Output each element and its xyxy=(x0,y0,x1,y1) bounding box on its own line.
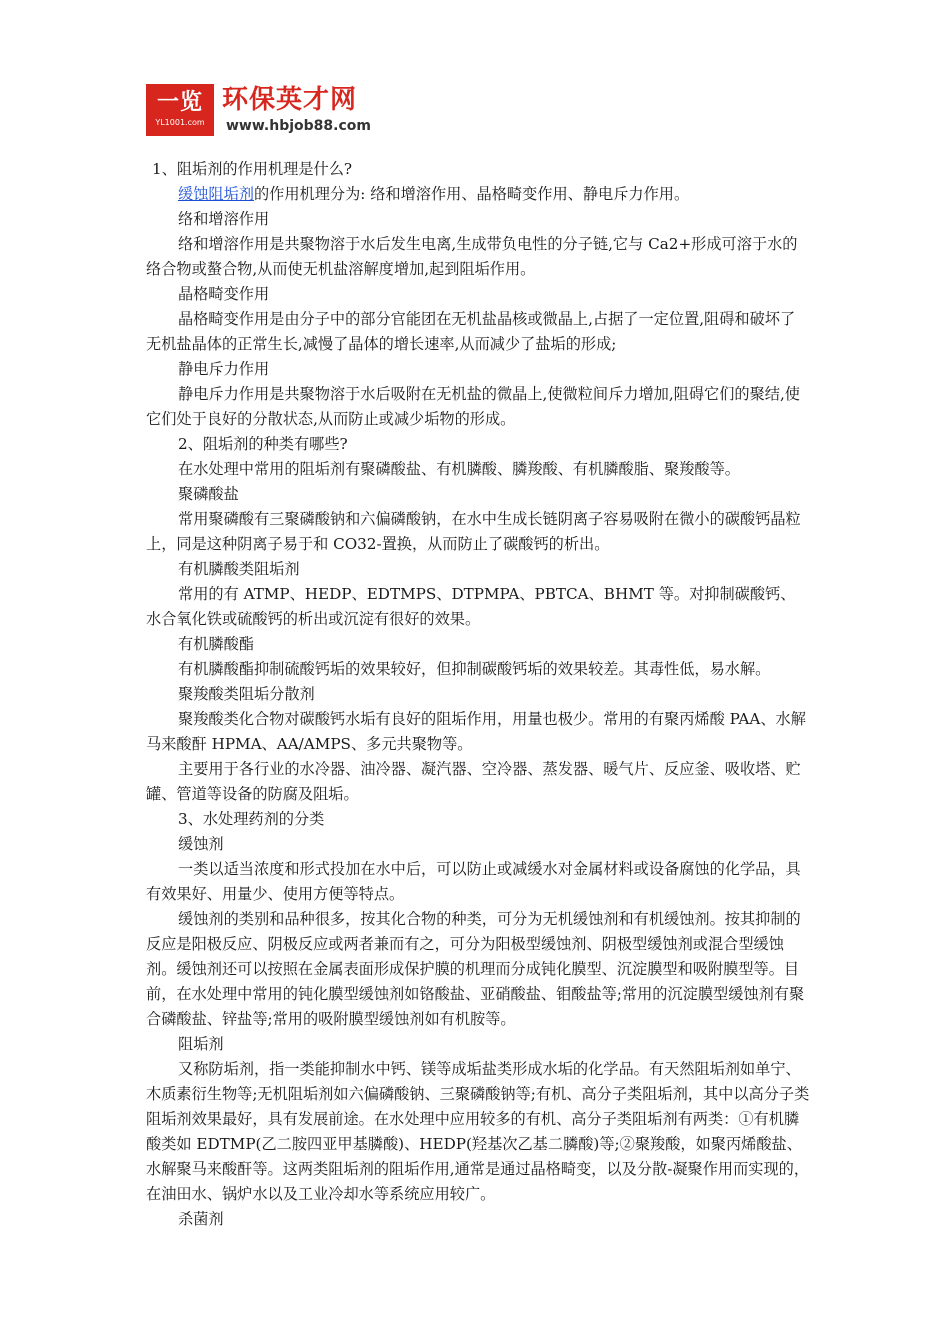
question-heading-3: 3、水处理药剂的分类 xyxy=(178,810,325,828)
paragraph: 有机膦酸酯抑制硫酸钙垢的效果较好，但抑制碳酸钙垢的效果较差。其毒性低，易水解。 xyxy=(178,660,771,678)
sub-heading: 聚羧酸类阻垢分散剂 xyxy=(178,685,315,703)
logo-badge xyxy=(146,84,214,136)
question-heading-2: 2、阻垢剂的种类有哪些? xyxy=(178,435,348,453)
paragraph: 静电斥力作用是共聚物溶于水后吸附在无机盐的微晶上,使微粒间斥力增加,阻碍它们的聚结,使它们处于良好的分散状态,从而防止或减少垢物的形成。 xyxy=(146,385,800,428)
paragraph: 络和增溶作用是共聚物溶于水后发生电离,生成带负电性的分子链,它与 Ca2+形成可溶于水的络合物或螯合物,从而使无机盐溶解度增加,起到阻垢作用。 xyxy=(146,235,798,278)
sub-heading: 有机膦酸酯 xyxy=(178,635,254,653)
article-body xyxy=(146,157,810,1232)
question-heading-1: 1、阻垢剂的作用机理是什么? xyxy=(152,160,353,178)
logo-site-name: 环保英才网 xyxy=(222,85,358,115)
logo-badge-text: 一览 xyxy=(156,90,203,115)
site-logo xyxy=(146,84,396,136)
logo-badge-domain: YL1001.com xyxy=(155,118,205,127)
sub-heading: 杀菌剂 xyxy=(178,1210,224,1228)
paragraph: 主要用于各行业的水冷器、油冷器、凝汽器、空冷器、蒸发器、暖气片、反应釜、吸收塔、贮罐、管道等设备的防腐及阻垢。 xyxy=(146,760,801,803)
keyword-link[interactable]: 缓蚀阻垢剂 xyxy=(178,185,254,203)
paragraph: 缓蚀剂的类别和品种很多，按其化合物的种类，可分为无机缓蚀剂和有机缓蚀剂。按其抑制的反应是阳极反应、阴极反应或两者兼而有之，可分为阳极型缓蚀剂、阴极型缓蚀剂或混合型缓蚀剂。缓蚀剂还可以按照在金属表面形成保护膜的机理而分成钝化膜型、沉淀膜型和吸附膜型等。目前，在水处理中常用的钝化膜型缓蚀剂如铬酸盐、亚硝酸盐、钼酸盐等;常用的沉淀膜型缓蚀剂有聚合磷酸盐、锌盐等;常用的吸附膜型缓蚀剂如有机胺等。 xyxy=(146,910,805,1028)
paragraph: 又称防垢剂，指一类能抑制水中钙、镁等成垢盐类形成水垢的化学品。有天然阻垢剂如单宁、木质素衍生物等;无机阻垢剂如六偏磷酸钠、三聚磷酸钠等;有机、高分子类阻垢剂，其中以高分子类阻垢剂效果最好，具有发展前途。在水处理中应用较多的有机、高分子类阻垢剂有两类：①有机膦酸类如 EDTMP(乙二胺四亚甲基膦酸)、HEDP(羟基次乙基二膦酸)等;②聚羧酸，如聚丙烯酸盐、水解聚马来酸酐等。这两类阻垢剂的阻垢作用,通常是通过晶格畸变，以及分散-凝聚作用而实现的，在油田水、锅炉水以及工业冷却水等系统应用较广。 xyxy=(146,1060,810,1203)
sub-heading: 静电斥力作用 xyxy=(178,360,270,378)
logo-site-url: www.hbjob88.com xyxy=(226,118,371,134)
paragraph: 一类以适当浓度和形式投加在水中后，可以防止或减缓水对金属材料或设备腐蚀的化学品，具有效果好、用量少、使用方便等特点。 xyxy=(146,860,801,903)
sub-heading: 晶格畸变作用 xyxy=(178,285,270,303)
paragraph xyxy=(146,182,810,207)
sub-heading: 有机膦酸类阻垢剂 xyxy=(178,560,300,578)
paragraph: 晶格畸变作用是由分子中的部分官能团在无机盐晶核或微晶上,占据了一定位置,阻碍和破坏了无机盐晶体的正常生长,减慢了晶体的增长速率,从而减少了盐垢的形成; xyxy=(146,310,796,353)
sub-heading: 聚磷酸盐 xyxy=(178,485,239,503)
sub-heading: 阻垢剂 xyxy=(178,1035,224,1053)
paragraph: 聚羧酸类化合物对碳酸钙水垢有良好的阻垢作用，用量也极少。常用的有聚丙烯酸 PAA、水解马来酸酐 HPMA、AA/AMPS、多元共聚物等。 xyxy=(146,710,806,753)
sub-heading: 络和增溶作用 xyxy=(178,210,270,228)
paragraph: 常用聚磷酸有三聚磷酸钠和六偏磷酸钠，在水中生成长链阴离子容易吸附在微小的碳酸钙晶粒上，同是这种阴离子易于和 CO32-置换，从而防止了碳酸钙的析出。 xyxy=(146,510,801,553)
paragraph: 常用的有 ATMP、HEDP、EDTMPS、DTPMPA、PBTCA、BHMT 等。对抑制碳酸钙、水合氧化铁或硫酸钙的析出或沉淀有很好的效果。 xyxy=(146,585,796,628)
paragraph: 在水处理中常用的阻垢剂有聚磷酸盐、有机膦酸、膦羧酸、有机膦酸脂、聚羧酸等。 xyxy=(178,460,740,478)
paragraph-text: 的作用机理分为: 络和增溶作用、晶格畸变作用、静电斥力作用。 xyxy=(253,185,690,203)
sub-heading: 缓蚀剂 xyxy=(178,835,224,853)
